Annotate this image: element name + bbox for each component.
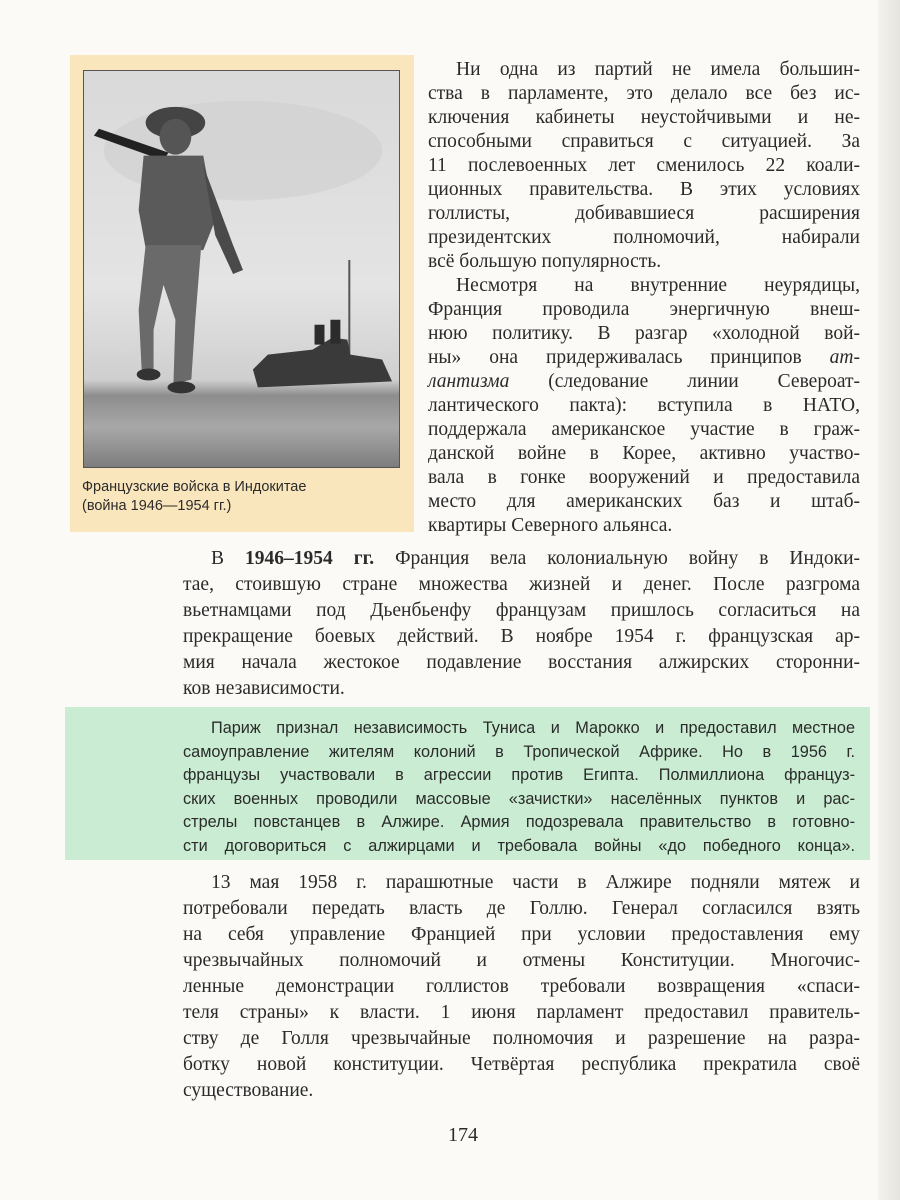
text-line: президентских полномочий, набирали [428, 227, 860, 248]
text-line [428, 370, 860, 394]
text-line: место для американских баз и штаб- [428, 491, 860, 512]
text-line: ских военных проводили массовые «зачистки» населённых пунктов и рас- [183, 789, 855, 808]
text-line: нюю политику. В разгар «холодной вой- [428, 323, 860, 344]
text-line: ционных правительства. В этих условиях [428, 179, 860, 200]
text-line: потребовали передать власть де Голлю. Генерал согласился взять [183, 898, 860, 919]
text-line: сти договориться с алжирцами и требовала войны «до победного конца». [183, 836, 855, 855]
right-column-text [428, 58, 860, 538]
caption-line: (война 1946—1954 гг.) [82, 498, 232, 514]
paragraph-de-gaulle [183, 870, 860, 1104]
text-span: В [211, 548, 245, 569]
text-line: Несмотря на внутренние неурядицы, [456, 275, 860, 296]
highlight-box [65, 707, 870, 860]
soldier-and-tank-image [84, 71, 399, 467]
text-line: данской войне в Корее, активно участво- [428, 443, 860, 464]
page-edge-shadow [878, 0, 900, 1200]
text-line: ботку новой конституции. Четвёртая республика прекратила своё [183, 1054, 860, 1075]
text-line [183, 546, 860, 572]
highlight-text [183, 717, 855, 858]
caption-line: Французские войска в Индокитае [82, 479, 307, 495]
text-line: стрелы повстанцев в Алжире. Армия подозревала правительство в готовно- [183, 813, 855, 831]
text-line: лантического пакта): вступила в НАТО, [428, 395, 860, 416]
paragraph-parliament [428, 58, 860, 274]
text-line: самоуправление жителям колоний в Тропической Африке. Но в 1956 г. [183, 742, 855, 761]
text-line: вьетнамцами под Дьенбьенфу французам пришлось согласиться на [183, 600, 860, 621]
text-line: теля страны» к власти. 1 июня парламент предоставил правитель- [183, 1002, 860, 1023]
text-line: ков независимости. [183, 678, 345, 699]
text-span: ны» она придерживалась принципов [428, 347, 830, 368]
text-line: Ни одна из партий не имела большин- [456, 59, 860, 80]
figure-caption [82, 478, 306, 516]
text-line: ства в парламенте, это делало все без ис- [428, 83, 860, 104]
text-line: способными справиться с ситуацией. За [428, 131, 860, 152]
text-line: чрезвычайных полномочий и отмены Конституции. Многочис- [183, 950, 860, 971]
page-number: 174 [448, 1124, 478, 1146]
text-line: мия начала жестокое подавление восстания алжирских сторонни- [183, 652, 860, 673]
text-line: ленные демонстрации голлистов требовали возвращения «спаси- [183, 976, 860, 997]
text-line [428, 346, 860, 370]
text-line: квартиры Северного альянса. [428, 515, 673, 536]
text-line: тае, стоившую стране множества жизней и денег. После разгрома [183, 574, 860, 595]
text-span: Франция вела колониальную войну в Индоки- [374, 548, 861, 569]
text-line: вала в гонке вооружений и предоставила [428, 467, 860, 488]
paragraph-indochina-war [183, 546, 860, 702]
term-atlanticism: лантизма [428, 371, 510, 392]
text-line: существование. [183, 1080, 314, 1101]
text-line: 11 послевоенных лет сменилось 22 коали- [428, 155, 860, 176]
text-line: французы участвовали в агрессии против Египта. Полмиллиона француз- [183, 766, 855, 784]
text-line: Париж признал независимость Туниса и Марокко и предоставил местное [211, 719, 855, 737]
text-span: (следование линии Североат- [509, 371, 860, 392]
text-line: 13 мая 1958 г. парашютные части в Алжире подняли мятеж и [211, 872, 860, 893]
photo-french-troops [83, 70, 400, 468]
text-line: ключения кабинеты неустойчивыми и не- [428, 107, 860, 128]
text-line: на себя управление Францией при условии предоставления ему [183, 924, 860, 945]
text-line: прекращение боевых действий. В ноябре 1954 г. французская ар- [183, 626, 860, 647]
text-line: голлисты, добивавшиеся расширения [428, 203, 860, 224]
figure-box [70, 55, 414, 532]
term-atlanticism: ат- [829, 347, 860, 368]
paragraph-foreign-policy [428, 274, 860, 538]
text-line: поддержала американское участие в граж- [428, 419, 860, 440]
text-line: всё большую популярность. [428, 251, 662, 272]
date-bold: 1946–1954 гг. [245, 548, 375, 569]
text-line: ству де Голля чрезвычайные полномочия и разрешение на разра- [183, 1028, 860, 1049]
text-line: Франция проводила энергичную внеш- [428, 299, 860, 320]
